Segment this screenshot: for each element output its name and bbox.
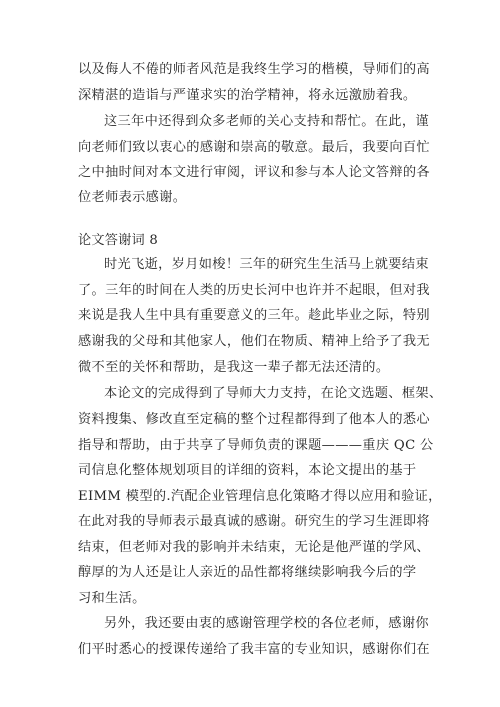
text-line: EIMM 模型的.汽配企业管理信息化策略才得以应用和验证， xyxy=(78,489,442,504)
text-line: 微不至的关怀和帮助，是我这一辈子都无法还清的。 xyxy=(78,360,390,375)
paragraph-first-line: 另外，我还要由衷的感谢管理学校的各位老师，感谢你 xyxy=(104,616,429,631)
text-line: 了。三年的时间在人类的历史长河中也许并不起眼，但对我 xyxy=(78,283,430,298)
paragraph-first-line: 时光飞逝，岁月如梭！三年的研究生生活马上就要结束 xyxy=(104,257,429,272)
text-line: 结束，但老师对我的影响并未结束，无论是他严谨的学风、 xyxy=(78,540,430,555)
text-line: 以及侮人不倦的师者风范是我终生学习的楷模，导师们的高 xyxy=(78,62,430,77)
text-line: 习和生活。 xyxy=(78,591,146,606)
text-line: 资料搜集、修改直至定稿的整个过程都得到了他本人的悉心 xyxy=(78,412,430,427)
paragraph-first-line: 本论文的完成得到了导师大力支持，在论文选题、框架、 xyxy=(104,386,443,401)
text-line: 们平时悉心的授课传递给了我丰富的专业知识，感谢你们在 xyxy=(78,642,430,657)
text-line: 来说是我人生中具有重要意义的三年。趁此毕业之际，特别 xyxy=(78,308,430,323)
text-line: 深精湛的造诣与严谨求实的治学精神，将永远激励着我。 xyxy=(78,88,417,103)
text-line: 指导和帮助，由于共享了导师负责的课题———重庆 QC 公 xyxy=(78,438,434,453)
text-line: 之中抽时间对本文进行审阅，评议和参与本人论文答辩的各 xyxy=(78,165,430,180)
text-line: 在此对我的导师表示最真诚的感谢。研究生的学习生涯即将 xyxy=(78,514,430,529)
text-line: 位老师表示感谢。 xyxy=(78,190,187,205)
text-line: 感谢我的父母和其他家人，他们在物质、精神上给予了我无 xyxy=(78,334,430,349)
section-title: 论文答谢词 8 xyxy=(78,233,158,248)
text-line: 司信息化整体规划项目的详细的资料，本论文提出的基于 xyxy=(78,463,417,478)
paragraph-first-line: 这三年中还得到众多老师的关心支持和帮忙。在此，谨 xyxy=(104,114,429,129)
text-line: 醇厚的为人还是让人亲近的品性都将继续影响我今后的学 xyxy=(78,565,417,580)
text-line: 向老师们致以衷心的感谢和崇高的敬意。最后，我要向百忙 xyxy=(78,140,430,155)
